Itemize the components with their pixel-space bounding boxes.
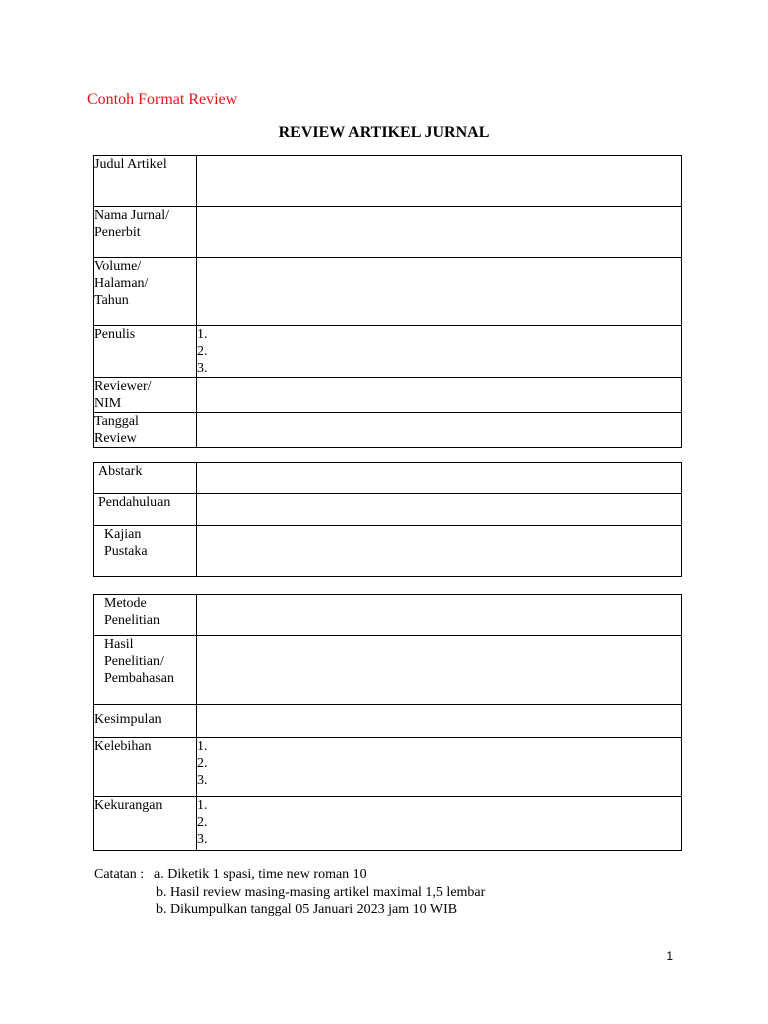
label-line: Reviewer/	[94, 379, 152, 394]
label-line: Pustaka	[104, 544, 148, 559]
row-label	[94, 494, 197, 526]
list-item: 1.	[197, 327, 208, 342]
row-value	[197, 156, 682, 207]
note-item: b. Dikumpulkan tanggal 05 Januari 2023 jam 10 WIB	[156, 902, 458, 917]
row-value	[197, 258, 682, 326]
row-label	[94, 797, 197, 851]
list-item: 2.	[197, 756, 208, 771]
row-label	[94, 413, 197, 448]
row-label	[94, 526, 197, 577]
row-value	[197, 378, 682, 413]
notes-label: Catatan :	[94, 867, 145, 882]
label-line: Pembahasan	[104, 671, 174, 686]
note-item: a. Diketik 1 spasi, time new roman 10	[154, 867, 367, 882]
table-row	[94, 378, 682, 413]
label-line: Metode	[104, 596, 147, 611]
document-title: REVIEW ARTIKEL JURNAL	[278, 124, 490, 141]
table-row	[94, 636, 682, 705]
row-value	[197, 526, 682, 577]
row-label	[94, 258, 197, 326]
article-info-table	[93, 155, 682, 448]
format-label: Contoh Format Review	[87, 91, 238, 108]
analysis-table	[93, 594, 682, 851]
table-row	[94, 156, 682, 207]
label-line: Judul Artikel	[94, 157, 167, 172]
label-line: Hasil	[104, 637, 134, 652]
row-value	[197, 705, 682, 738]
row-label	[94, 156, 197, 207]
label-line: Penelitian/	[104, 654, 164, 669]
label-line: Review	[94, 431, 137, 446]
row-value	[197, 207, 682, 258]
label-line: Kajian	[104, 527, 142, 542]
row-label	[94, 738, 197, 797]
list-item: 2.	[197, 815, 208, 830]
page-number: 1	[666, 949, 673, 963]
row-value	[197, 797, 682, 851]
label-line: NIM	[94, 396, 122, 411]
label-line: Halaman/	[94, 276, 149, 291]
table-row	[94, 258, 682, 326]
label-line: Kekurangan	[94, 798, 163, 813]
table-row	[94, 463, 682, 494]
label-line: Pendahuluan	[98, 495, 171, 510]
label-line: Kesimpulan	[94, 712, 162, 727]
row-value	[197, 738, 682, 797]
row-label	[94, 378, 197, 413]
table-row	[94, 738, 682, 797]
table-row	[94, 494, 682, 526]
content-summary-table	[93, 462, 682, 577]
label-line: Penulis	[94, 327, 136, 342]
row-label	[94, 326, 197, 378]
list-item: 3.	[197, 361, 208, 376]
label-line: Volume/	[94, 259, 142, 274]
row-value	[197, 636, 682, 705]
label-line: Tanggal	[94, 414, 139, 429]
label-line: Kelebihan	[94, 739, 152, 754]
row-value	[197, 494, 682, 526]
list-item: 3.	[197, 832, 208, 847]
list-item: 1.	[197, 739, 208, 754]
table-row	[94, 526, 682, 577]
label-line: Abstark	[98, 464, 143, 479]
table-row	[94, 207, 682, 258]
table-row	[94, 797, 682, 851]
table-row	[94, 326, 682, 378]
label-line: Penelitian	[104, 613, 160, 628]
notes-section	[94, 866, 485, 919]
table-row	[94, 413, 682, 448]
row-label	[94, 207, 197, 258]
label-line: Tahun	[94, 293, 129, 308]
note-item: b. Hasil review masing-masing artikel maximal 1,5 lembar	[156, 884, 486, 900]
list-item: 2.	[197, 344, 208, 359]
list-item: 1.	[197, 798, 208, 813]
table-row	[94, 595, 682, 636]
row-label	[94, 463, 197, 494]
list-item: 3.	[197, 773, 208, 788]
label-line: Nama Jurnal/	[94, 208, 170, 223]
row-value	[197, 326, 682, 378]
row-value	[197, 413, 682, 448]
row-label	[94, 705, 197, 738]
label-line: Penerbit	[94, 225, 141, 240]
row-label	[94, 636, 197, 705]
row-label	[94, 595, 197, 636]
table-row	[94, 705, 682, 738]
row-value	[197, 595, 682, 636]
row-value	[197, 463, 682, 494]
